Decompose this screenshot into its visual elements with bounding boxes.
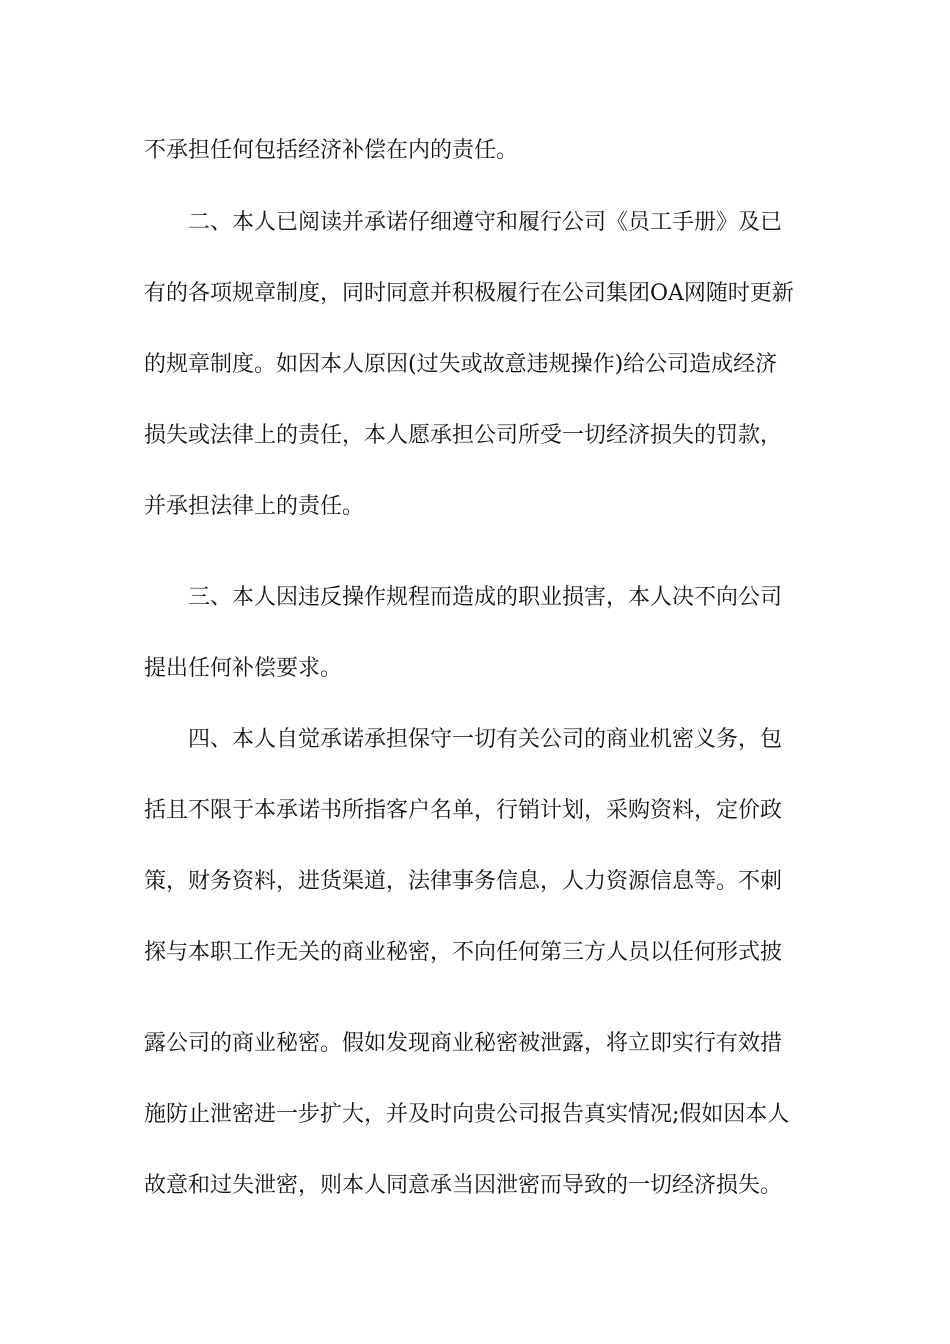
text-line: 二、本人已阅读并承诺仔细遵守和履行公司《员工手册》及已	[188, 210, 783, 235]
text-line: 提出任何补偿要求。	[144, 656, 343, 681]
text-line: 损失或法律上的责任，本人愿承担公司所受一切经济损失的罚款，	[144, 423, 783, 448]
text-line: 策，财务资料，进货渠道，法律事务信息，人力资源信息等。不刺	[144, 869, 783, 894]
text-line: 不承担任何包括经济补偿在内的责任。	[144, 138, 519, 163]
text-line: 三、本人因违反操作规程而造成的职业损害，本人决不向公司	[188, 585, 783, 610]
text-line: 并承担法律上的责任。	[144, 494, 365, 519]
text-line: 施防止泄密进一步扩大，并及时向贵公司报告真实情况;假如因本人	[144, 1102, 790, 1127]
text-line: 括且不限于本承诺书所指客户名单，行销计划，采购资料，定价政	[144, 798, 783, 823]
text-line: 有的各项规章制度，同时同意并积极履行在公司集团OA网随时更新	[144, 281, 794, 306]
text-line: 露公司的商业秘密。假如发现商业秘密被泄露，将立即实行有效措	[144, 1031, 783, 1056]
text-line: 四、本人自觉承诺承担保守一切有关公司的商业机密义务，包	[188, 727, 783, 752]
text-line: 的规章制度。如因本人原因(过失或故意违规操作)给公司造成经济	[144, 352, 778, 377]
text-line: 故意和过失泄密，则本人同意承当因泄密而导致的一切经济损失。	[144, 1173, 783, 1198]
text-line: 探与本职工作无关的商业秘密，不向任何第三方人员以任何形式披	[144, 940, 783, 965]
